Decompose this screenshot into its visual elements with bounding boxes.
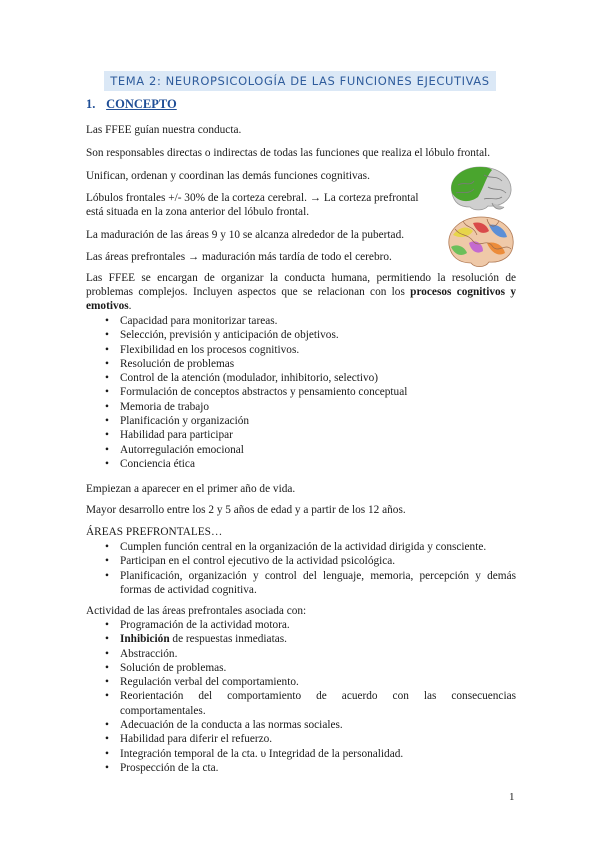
list-item-text: Memoria de trabajo	[120, 400, 210, 413]
bullet: •	[105, 372, 109, 385]
bullet: •	[105, 747, 109, 760]
functions-list	[86, 314, 516, 471]
list-item-text: Cumplen función central en la organización de la actividad dirigida y consciente.	[120, 541, 487, 553]
title-wrap	[0, 71, 600, 91]
brain-areas-image	[443, 213, 517, 271]
bullet: •	[105, 343, 109, 356]
list-item	[86, 718, 516, 732]
paragraph-9: Mayor desarrollo entre los 2 y 5 años de edad y a partir de los 12 años.	[86, 504, 406, 516]
list-item-text: Flexibilidad en los procesos cognitivos.	[120, 343, 300, 356]
paragraph-2: Son responsables directas o indirectas de todas las funciones que realiza el lóbulo frontal.	[86, 147, 491, 159]
paragraph-7-end: .	[128, 300, 132, 312]
bullet: •	[105, 719, 109, 732]
list-item	[86, 747, 516, 761]
bullet: •	[105, 541, 109, 553]
list-item-text: Regulación verbal del comportamiento.	[120, 676, 299, 689]
list-item	[86, 428, 516, 442]
paragraph-4-line-1: Lóbulos frontales +/- 30% de la corteza cerebral. → La corteza prefrontal	[86, 192, 419, 204]
paragraph-7-text: Las FFEE se encargan de organizar la conducta humana, permitiendo la resolución de problemas complejos. Incluyen aspectos que se relacionan con los	[86, 272, 516, 298]
bullet: •	[105, 761, 109, 774]
list-item-text: Formulación de conceptos abstractos y pensamiento conceptual	[120, 386, 408, 399]
paragraph-7-bold: procesos cognitivos y emotivos	[86, 286, 516, 312]
activity-list	[86, 618, 516, 775]
list-item	[86, 761, 516, 775]
paragraph-6: Las áreas prefrontales → maduración más tardía de todo el cerebro.	[86, 251, 392, 263]
section-label: CONCEPTO	[106, 97, 177, 111]
bullet: •	[105, 400, 109, 413]
list-item	[86, 400, 516, 414]
list-item-text: Adecuación de la conducta a las normas sociales.	[120, 719, 343, 732]
list-item-text: Planificación y organización	[120, 415, 250, 428]
list-item-bold: Inhibición	[120, 633, 170, 646]
list-item	[86, 385, 516, 399]
paragraph-4-line-2: está situada en la zona anterior del lóbulo frontal.	[86, 206, 310, 218]
list-item	[86, 647, 516, 661]
document-title: TEMA 2: NEUROPSICOLOGÍA DE LAS FUNCIONES EJECUTIVAS	[104, 71, 495, 91]
bullet: •	[105, 661, 109, 674]
list-item-text: Solución de problemas.	[120, 661, 227, 674]
list-item	[86, 554, 516, 568]
brain-frontal-lobe-image	[444, 163, 516, 213]
section-heading	[86, 97, 177, 112]
bullet: •	[105, 329, 109, 342]
list-item	[86, 457, 516, 471]
bullet: •	[105, 619, 109, 631]
paragraph-5: La maduración de las áreas 9 y 10 se alcanza alrededor de la pubertad.	[86, 229, 405, 241]
list-item	[86, 618, 516, 632]
list-item-text: Abstracción.	[120, 647, 178, 660]
bullet: •	[105, 457, 109, 470]
paragraph-10: ÁREAS PREFRONTALES…	[86, 526, 223, 538]
list-item	[86, 732, 516, 746]
paragraph-1: Las FFEE guían nuestra conducta.	[86, 124, 242, 136]
list-item-text: Conciencia ética	[120, 457, 195, 470]
bullet: •	[105, 386, 109, 399]
bullet: •	[105, 690, 109, 703]
list-item-text: Reorientación del comportamiento de acuerdo con las consecuencias comportamentales.	[120, 690, 516, 717]
list-item	[86, 357, 516, 371]
list-item	[86, 540, 516, 554]
bullet: •	[105, 357, 109, 370]
list-item	[86, 689, 516, 718]
list-item	[86, 675, 516, 689]
list-item	[86, 632, 516, 646]
list-item-text: Capacidad para monitorizar tareas.	[120, 315, 278, 327]
bullet: •	[105, 555, 109, 568]
page-number: 1	[509, 791, 515, 803]
list-item-text: Prospección de la cta.	[120, 761, 219, 774]
bullet: •	[105, 569, 109, 582]
bullet: •	[105, 429, 109, 442]
bullet: •	[105, 315, 109, 327]
paragraph-7	[86, 271, 516, 313]
list-item-text: Programación de la actividad motora.	[120, 619, 290, 631]
list-item-text: de respuestas inmediatas.	[169, 633, 287, 646]
list-item-text: Participan en el control ejecutivo de la actividad psicológica.	[120, 555, 396, 568]
bullet: •	[105, 633, 109, 646]
list-item-text: Selección, previsión y anticipación de objetivos.	[120, 329, 339, 342]
bullet: •	[105, 443, 109, 456]
bullet: •	[105, 733, 109, 746]
list-item	[86, 371, 516, 385]
paragraph-8: Empiezan a aparecer en el primer año de vida.	[86, 483, 296, 495]
list-item-text: Resolución de problemas	[120, 357, 235, 370]
list-item-text: Integración temporal de la cta. υ Integridad de la personalidad.	[120, 747, 404, 760]
list-item-text: Habilidad para participar	[120, 429, 233, 442]
list-item	[86, 328, 516, 342]
list-item	[86, 343, 516, 357]
bullet: •	[105, 647, 109, 660]
list-item-text: Autorregulación emocional	[120, 443, 244, 456]
prefrontal-list	[86, 540, 516, 597]
list-item-text: Control de la atención (modulador, inhibitorio, selectivo)	[120, 372, 379, 385]
list-item	[86, 414, 516, 428]
paragraph-3: Unifican, ordenan y coordinan las demás funciones cognitivas.	[86, 170, 370, 182]
section-number: 1.	[86, 97, 96, 111]
list-item-text: Planificación, organización y control del lenguaje, memoria, percepción y demás formas de actividad cognitiva.	[120, 569, 516, 596]
list-item	[86, 569, 516, 598]
bullet: •	[105, 676, 109, 689]
list-item	[86, 661, 516, 675]
list-item-text: Habilidad para diferir el refuerzo.	[120, 733, 273, 746]
list-item	[86, 443, 516, 457]
list-item	[86, 314, 516, 328]
paragraph-11: Actividad de las áreas prefrontales asociada con:	[86, 605, 307, 617]
bullet: •	[105, 415, 109, 428]
paragraph-4	[86, 191, 438, 219]
